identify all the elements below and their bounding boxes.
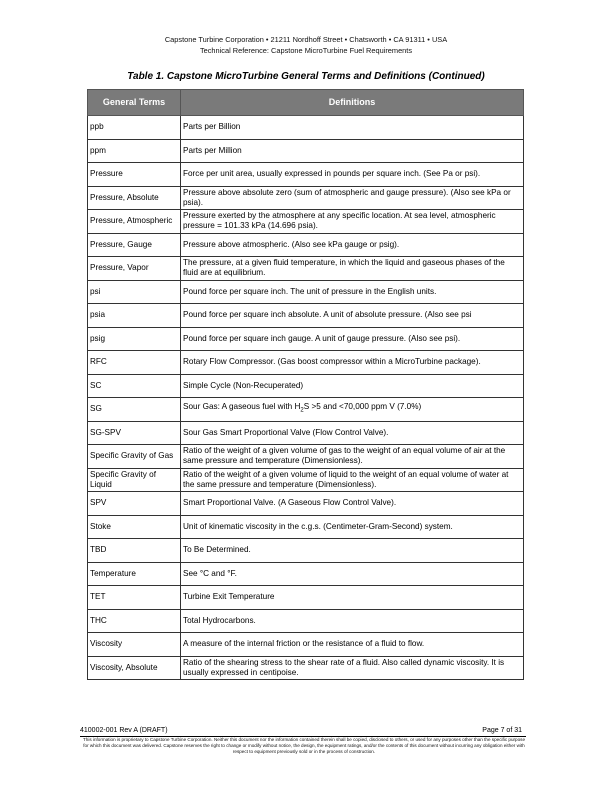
definition-text: S >5 and <70,000 ppm V (7.0%) — [303, 402, 422, 412]
definition-cell: Unit of kinematic viscosity in the c.g.s. (Centimeter-Gram-Second) system. — [181, 515, 524, 539]
footer-disclaimer: This information is proprietary to Capstone Turbine Corporation. Neither this document nor the information contained therein shall be copied, disclosed to others, or used for any purposes other than the specific purpose for which this document was delivered. Capstone reserves the right to change or modify without notice, the design, the equipment ratings, and/or the contents of this document without incurring any obligation either with respect to equipment previously sold or in the process of construction. — [82, 737, 525, 754]
table-row — [88, 374, 524, 398]
table-row — [88, 233, 524, 257]
term-cell: Temperature — [88, 562, 181, 586]
definition-cell: Total Hydrocarbons. — [181, 609, 524, 633]
term-cell: Stoke — [88, 515, 181, 539]
table-row — [88, 515, 524, 539]
table-row — [88, 468, 524, 492]
term-cell: psig — [88, 327, 181, 351]
term-cell: Viscosity, Absolute — [88, 656, 181, 680]
term-cell: SG-SPV — [88, 421, 181, 445]
table-row — [88, 210, 524, 234]
definition-cell: Simple Cycle (Non-Recuperated) — [181, 374, 524, 398]
term-cell: psi — [88, 280, 181, 304]
definition-cell: Pound force per square inch. The unit of pressure in the English units. — [181, 280, 524, 304]
table-row — [88, 327, 524, 351]
footer-document-id: 410002-001 Rev A (DRAFT) — [80, 727, 168, 734]
definition-cell: Sour Gas Smart Proportional Valve (Flow Control Valve). — [181, 421, 524, 445]
table-row — [88, 304, 524, 328]
column-header-terms: General Terms — [88, 90, 181, 116]
definition-cell: To Be Determined. — [181, 539, 524, 563]
term-cell: Specific Gravity of Liquid — [88, 468, 181, 492]
term-cell: Pressure — [88, 163, 181, 187]
definition-cell: Parts per Billion — [181, 116, 524, 140]
table-row — [88, 562, 524, 586]
definition-cell: See °C and °F. — [181, 562, 524, 586]
definition-cell: Force per unit area, usually expressed in pounds per square inch. (See Pa or psi). — [181, 163, 524, 187]
table-row — [88, 280, 524, 304]
definition-cell: Pound force per square inch absolute. A unit of absolute pressure. (Also see psi — [181, 304, 524, 328]
definition-cell: Rotary Flow Compressor. (Gas boost compressor within a MicroTurbine package). — [181, 351, 524, 375]
term-cell: TET — [88, 586, 181, 610]
page-header — [0, 35, 612, 56]
table-row — [88, 163, 524, 187]
term-cell: psia — [88, 304, 181, 328]
definition-cell: A measure of the internal friction or the resistance of a fluid to flow. — [181, 633, 524, 657]
table-row — [88, 398, 524, 422]
table-row — [88, 539, 524, 563]
definition-text: Sour Gas: A gaseous fuel with H — [183, 402, 301, 412]
term-cell: SC — [88, 374, 181, 398]
term-cell: Viscosity — [88, 633, 181, 657]
table-row — [88, 351, 524, 375]
term-cell: SPV — [88, 492, 181, 516]
definition-cell — [181, 398, 524, 422]
table-caption: Table 1. Capstone MicroTurbine General Terms and Definitions (Continued) — [127, 71, 485, 82]
definition-cell: Pressure exerted by the atmosphere at any specific location. At sea level, atmospheric pressure = 101.33 kPa (14.696 psia). — [181, 210, 524, 234]
term-cell: ppm — [88, 139, 181, 163]
table-row — [88, 116, 524, 140]
table-row — [88, 656, 524, 680]
table-row — [88, 633, 524, 657]
term-cell: RFC — [88, 351, 181, 375]
term-cell: Specific Gravity of Gas — [88, 445, 181, 469]
definition-cell: The pressure, at a given fluid temperature, in which the liquid and gaseous phases of the fluid are at equilibrium. — [181, 257, 524, 281]
definition-cell: Smart Proportional Valve. (A Gaseous Flow Control Valve). — [181, 492, 524, 516]
table-row — [88, 186, 524, 210]
definition-cell: Turbine Exit Temperature — [181, 586, 524, 610]
table-header-row — [88, 90, 524, 116]
term-cell: Pressure, Gauge — [88, 233, 181, 257]
table-row — [88, 257, 524, 281]
term-cell: THC — [88, 609, 181, 633]
table-row — [88, 492, 524, 516]
term-cell: Pressure, Atmospheric — [88, 210, 181, 234]
definition-cell: Ratio of the shearing stress to the shear rate of a fluid. Also called dynamic viscosity. It is usually expressed in centipoise. — [181, 656, 524, 680]
definition-cell: Ratio of the weight of a given volume of liquid to the weight of an equal volume of water at the same pressure and temperature (Dimensionless). — [181, 468, 524, 492]
terms-table — [87, 89, 524, 680]
table-row — [88, 445, 524, 469]
column-header-definitions: Definitions — [181, 90, 524, 116]
term-cell: Pressure, Vapor — [88, 257, 181, 281]
term-cell: ppb — [88, 116, 181, 140]
definition-cell: Pound force per square inch gauge. A unit of gauge pressure. (Also see psi). — [181, 327, 524, 351]
table-row — [88, 421, 524, 445]
term-cell: Pressure, Absolute — [88, 186, 181, 210]
definition-cell: Ratio of the weight of a given volume of gas to the weight of an equal volume of air at the same pressure and temperature (Dimensionless). — [181, 445, 524, 469]
term-cell: TBD — [88, 539, 181, 563]
header-address: Capstone Turbine Corporation • 21211 Nordhoff Street • Chatsworth • CA 91311 • USA — [164, 35, 448, 44]
table-row — [88, 586, 524, 610]
definition-cell: Parts per Million — [181, 139, 524, 163]
header-reference: Technical Reference: Capstone MicroTurbine Fuel Requirements — [199, 45, 413, 55]
footer-page-number: Page 7 of 31 — [482, 727, 522, 734]
definition-cell: Pressure above atmospheric. (Also see kPa gauge or psig). — [181, 233, 524, 257]
definition-cell: Pressure above absolute zero (sum of atmospheric and gauge pressure). (Also see kPa or psia). — [181, 186, 524, 210]
table-row — [88, 609, 524, 633]
term-cell: SG — [88, 398, 181, 422]
table-row — [88, 139, 524, 163]
subscript-2: 2 — [300, 407, 304, 414]
